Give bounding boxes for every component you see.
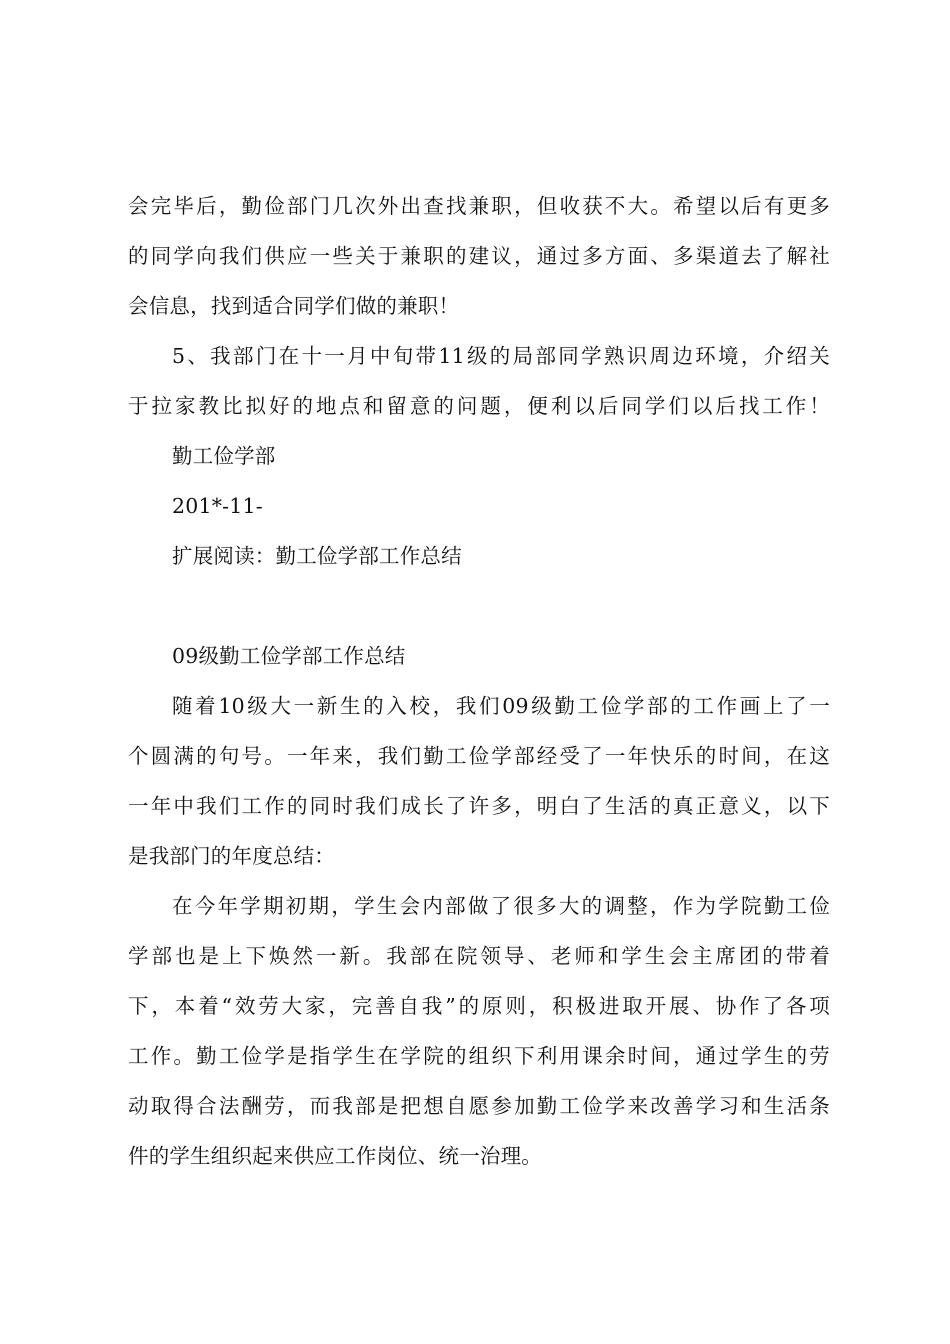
paragraph-text-line: 动取得合法酬劳，而我部是把想自愿参加勤工俭学来改善学习和生活条 <box>128 1094 830 1118</box>
list-item-text-line: 5、我部门在十一月中旬带11级的局部同学熟识周边环境，介绍关 <box>172 344 830 368</box>
paragraph-text-line: 工作。勤工俭学是指学生在学院的组织下利用课余时间，通过学生的劳 <box>128 1044 830 1068</box>
paragraph-text-line: 学部也是上下焕然一新。我部在院领导、老师和学生会主席团的带着 <box>128 944 830 968</box>
paragraph-text-line: 下，本着“效劳大家，完善自我”的原则，积极进取开展、协作了各项 <box>128 994 830 1018</box>
body-text-line: 于拉家教比拟好的地点和留意的问题，便利以后同学们以后找工作！ <box>128 394 830 418</box>
paragraph-text-line: 是我部门的年度总结： <box>128 844 335 868</box>
body-text-line: 会完毕后，勤俭部门几次外出查找兼职，但收获不大。希望以后有更多 <box>128 194 830 218</box>
paragraph-text-line: 一年中我们工作的同时我们成长了许多，明白了生活的真正意义，以下 <box>128 794 830 818</box>
signature-department: 勤工俭学部 <box>172 444 276 468</box>
section-title: 09级勤工俭学部工作总结 <box>172 644 406 668</box>
paragraph-text-line: 在今年学期初期，学生会内部做了很多大的调整，作为学院勤工俭 <box>172 894 830 918</box>
paragraph-text-line: 个圆满的句号。一年来，我们勤工俭学部经受了一年快乐的时间，在这 <box>128 744 830 768</box>
body-text-line: 的同学向我们供应一些关于兼职的建议，通过多方面、多渠道去了解社 <box>128 244 830 268</box>
extended-reading-heading: 扩展阅读：勤工俭学部工作总结 <box>172 544 462 568</box>
signature-date: 201*-11- <box>172 494 263 518</box>
paragraph-text-line: 件的学生组织起来供应工作岗位、统一治理。 <box>128 1144 542 1168</box>
paragraph-text-line: 随着10级大一新生的入校，我们09级勤工俭学部的工作画上了一 <box>172 694 830 718</box>
body-text-line: 会信息，找到适合同学们做的兼职！ <box>128 294 460 318</box>
